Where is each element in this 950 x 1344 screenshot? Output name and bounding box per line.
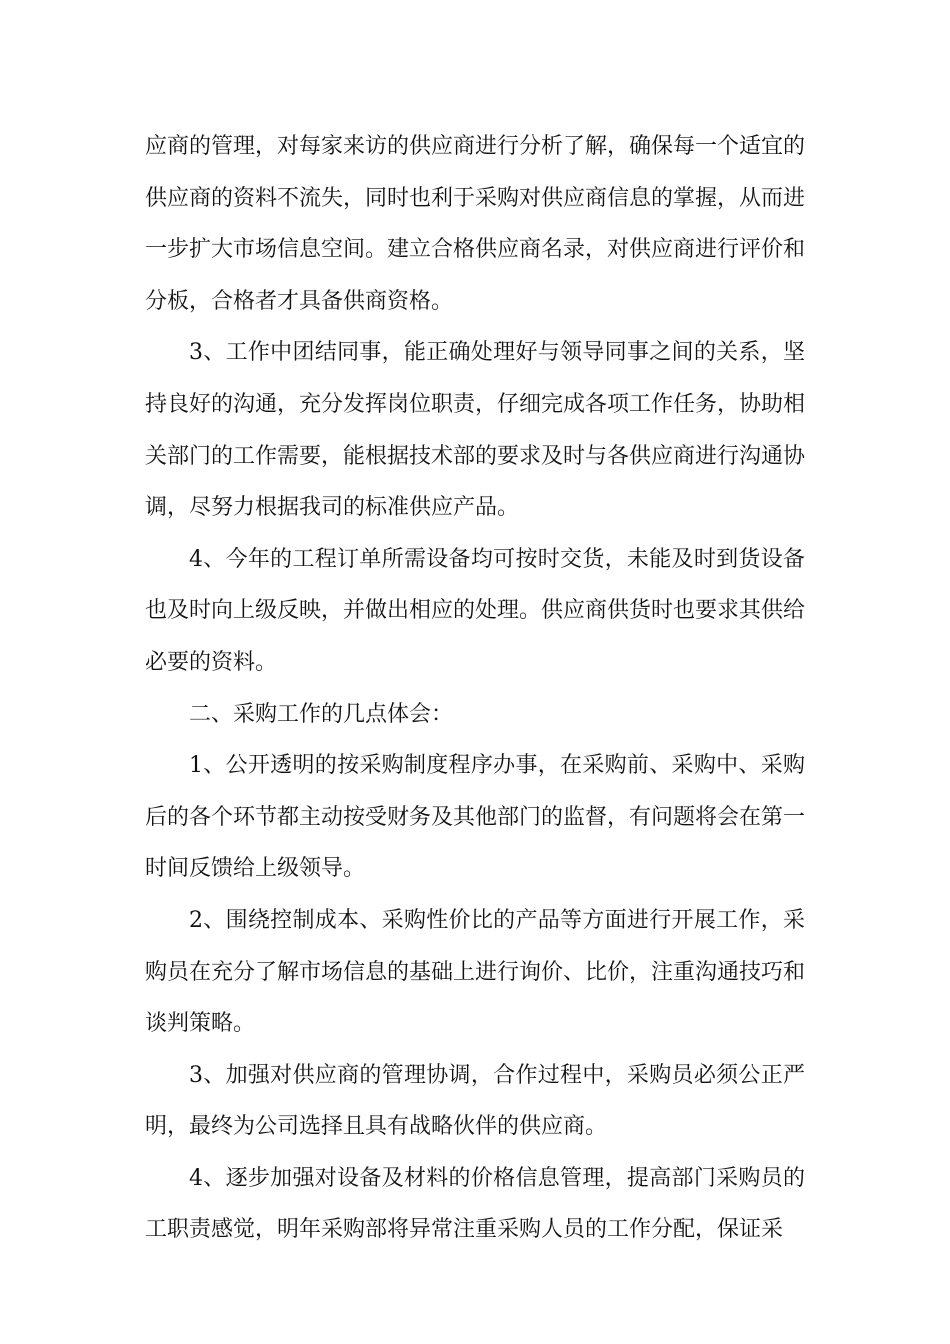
section-heading: 二、采购工作的几点体会： <box>189 701 454 727</box>
paragraph-6: 2、围绕控制成本、采购性价比的产品等方面进行开展工作，采购员在充分了解市场信息的基础上进行询价、比价，注重沟通技巧和谈判策略。 <box>145 907 806 1037</box>
paragraph-3: 4、今年的工程订单所需设备均可按时交货，未能及时到货设备也及时向上级反映，并做出相应的处理。供应商供货时也要求其供给必要的资料。 <box>145 546 806 675</box>
paragraph-2: 3、工作中团结同事，能正确处理好与领导同事之间的关系，坚持良好的沟通，充分发挥岗位职责，仔细完成各项工作任务，协助相关部门的工作需要，能根据技术部的要求及时与各供应商进行沟通协调，尽努力根据我司的标准供应产品。 <box>145 340 806 521</box>
paragraph-5: 1、公开透明的按采购制度程序办事，在采购前、采购中、采购后的各个环节都主动按受财务及其他部门的监督，有问题将会在第一时间反馈给上级领导。 <box>145 753 806 882</box>
paragraph-1: 应商的管理，对每家来访的供应商进行分析了解，确保每一个适宜的供应商的资料不流失，同时也利于采购对供应商信息的掌握，从而进一步扩大市场信息空间。建立合格供应商名录，对供应商进行评价和分板，合格者才具备供商资格。 <box>145 134 806 314</box>
paragraph-8: 4、逐步加强对设备及材料的价格信息管理，提高部门采购员的工职责感觉，明年采购部将异常注重采购人员的工作分配，保证采 <box>145 1165 805 1243</box>
document-body <box>145 121 805 1256</box>
paragraph-7: 3、加强对供应商的管理协调，合作过程中，采购员必须公正严明，最终为公司选择且具有战略伙伴的供应商。 <box>145 1062 805 1140</box>
